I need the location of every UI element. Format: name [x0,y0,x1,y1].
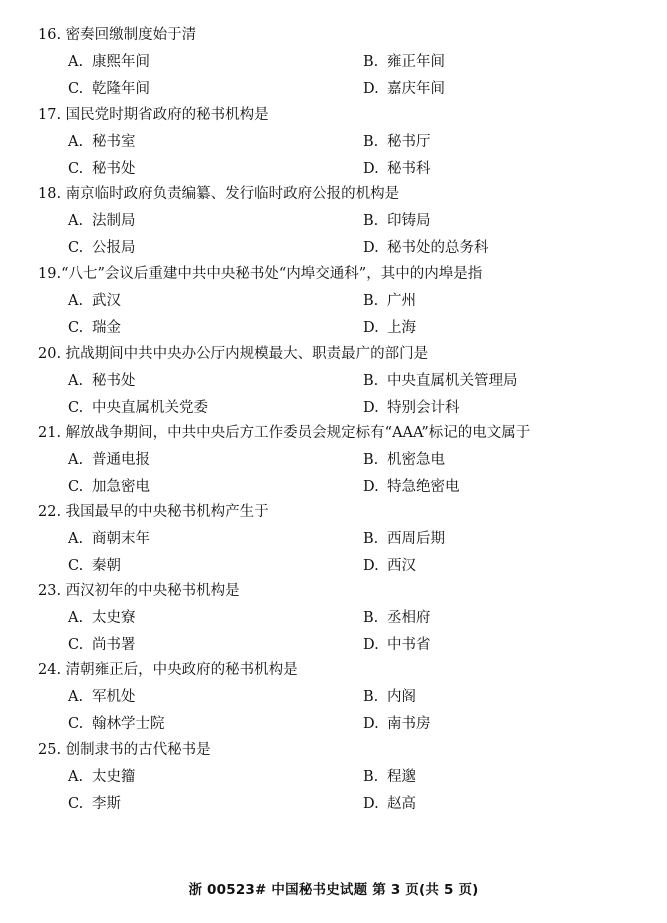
option-a [68,529,150,549]
option-letter: C. [68,161,84,177]
option-letter: D. [363,479,379,495]
option-letter: A. [68,610,84,626]
option-text: 秘书处的总务科 [387,240,489,256]
option-letter: A. [68,769,84,785]
option-text: 瑞金 [92,320,121,336]
question-number: 24. [38,662,62,678]
option-d [363,714,431,734]
option-text: 特别会计科 [387,400,460,416]
question-stem [38,581,240,601]
option-b [363,291,416,311]
option-c [68,714,165,734]
option-text: 秘书室 [92,134,136,150]
question-text: 国民党时期省政府的秘书机构是 [65,107,269,123]
option-letter: B. [363,452,379,468]
option-text: 秘书科 [387,161,431,177]
option-d [363,794,416,814]
option-letter: D. [363,558,379,574]
option-text: 程邈 [387,769,416,785]
option-letter: C. [68,400,84,416]
option-text: 秘书处 [92,373,136,389]
option-b [363,371,518,391]
option-text: 翰林学士院 [92,716,165,732]
option-d [363,159,431,179]
option-letter: D. [363,400,379,416]
question-text: “八七”会议后重建中共中央秘书处“内埠交通科”，其中的内埠是指 [61,266,483,282]
question-16 [38,25,638,105]
option-letter: C. [68,558,84,574]
question-stem [38,740,211,760]
question-stem [38,25,196,45]
question-24 [38,660,638,740]
option-text: 南书房 [387,716,431,732]
option-d [363,79,445,99]
option-letter: A. [68,134,84,150]
option-d [363,398,460,418]
question-number: 16. [38,27,62,43]
option-text: 中央直属机关党委 [92,400,208,416]
option-letter: D. [363,320,379,336]
option-letter: B. [363,769,379,785]
option-c [68,238,136,258]
question-20 [38,344,638,424]
option-letter: C. [68,479,84,495]
option-b [363,211,431,231]
option-text: 内阁 [387,689,416,705]
option-d [363,477,460,497]
question-number: 19. [38,266,62,282]
option-a [68,132,136,152]
option-letter: A. [68,689,84,705]
option-letter: D. [363,637,379,653]
option-a [68,211,136,231]
option-text: 康熙年间 [92,54,150,70]
question-text: 南京临时政府负责编纂、发行临时政府公报的机构是 [65,186,400,202]
question-stem [38,502,269,522]
option-text: 赵高 [387,796,416,812]
option-letter: C. [68,796,84,812]
option-text: 中书省 [387,637,431,653]
option-text: 法制局 [92,213,136,229]
option-letter: A. [68,531,84,547]
option-letter: D. [363,716,379,732]
option-letter: D. [363,240,379,256]
option-c [68,398,208,418]
option-text: 上海 [387,320,416,336]
option-letter: C. [68,637,84,653]
option-text: 秘书厅 [387,134,431,150]
question-stem [38,423,530,443]
option-letter: D. [363,81,379,97]
option-text: 太史籀 [92,769,136,785]
option-text: 加急密电 [92,479,150,495]
option-b [363,52,445,72]
option-letter: B. [363,689,379,705]
option-text: 广州 [387,293,416,309]
question-25 [38,740,638,820]
option-letter: A. [68,293,84,309]
option-text: 商朝末年 [92,531,150,547]
option-letter: B. [363,373,379,389]
option-letter: C. [68,240,84,256]
option-c [68,318,121,338]
option-letter: C. [68,81,84,97]
question-text: 西汉初年的中央秘书机构是 [65,583,240,599]
option-b [363,608,431,628]
option-letter: A. [68,373,84,389]
option-letter: B. [363,213,379,229]
option-text: 印铸局 [387,213,431,229]
option-text: 公报局 [92,240,136,256]
question-17 [38,105,638,185]
question-23 [38,581,638,661]
option-text: 普通电报 [92,452,150,468]
question-number: 25. [38,742,62,758]
option-letter: B. [363,293,379,309]
option-b [363,529,445,549]
option-letter: C. [68,716,84,732]
option-a [68,371,136,391]
question-stem [38,264,482,284]
question-18 [38,184,638,264]
option-a [68,450,150,470]
question-number: 17. [38,107,62,123]
option-b [363,687,416,707]
option-letter: D. [363,161,379,177]
option-text: 秘书处 [92,161,136,177]
page-footer: 浙 00523# 中国秘书史试题 第 3 页(共 5 页) [188,882,479,898]
option-letter: A. [68,452,84,468]
option-text: 秦朝 [92,558,121,574]
option-c [68,556,121,576]
option-text: 尚书署 [92,637,136,653]
option-b [363,132,431,152]
option-a [68,687,136,707]
option-a [68,608,136,628]
option-letter: A. [68,54,84,70]
question-text: 创制隶书的古代秘书是 [65,742,211,758]
option-text: 太史寮 [92,610,136,626]
option-c [68,477,150,497]
question-text: 抗战期间中共中央办公厅内规模最大、职责最广的部门是 [65,346,429,362]
option-letter: B. [363,610,379,626]
question-stem [38,184,399,204]
option-c [68,159,136,179]
option-a [68,52,150,72]
question-text: 清朝雍正后，中央政府的秘书机构是 [65,662,298,678]
option-d [363,238,489,258]
option-text: 机密急电 [387,452,445,468]
question-19 [38,264,638,344]
question-text: 密奏回缴制度始于清 [65,27,197,43]
option-text: 武汉 [92,293,121,309]
option-letter: B. [363,531,379,547]
option-text: 丞相府 [387,610,431,626]
question-text: 我国最早的中央秘书机构产生于 [65,504,269,520]
option-letter: A. [68,213,84,229]
option-text: 军机处 [92,689,136,705]
question-number: 23. [38,583,62,599]
question-number: 18. [38,186,62,202]
question-number: 22. [38,504,62,520]
option-text: 中央直属机关管理局 [387,373,518,389]
question-stem [38,105,269,125]
option-a [68,767,136,787]
option-d [363,318,416,338]
option-c [68,635,136,655]
question-21 [38,423,638,503]
option-letter: B. [363,134,379,150]
question-stem [38,344,428,364]
option-text: 雍正年间 [387,54,445,70]
option-a [68,291,121,311]
option-b [363,450,445,470]
option-letter: B. [363,54,379,70]
option-text: 李斯 [92,796,121,812]
option-text: 西汉 [387,558,416,574]
option-text: 西周后期 [387,531,445,547]
question-number: 20. [38,346,62,362]
question-text: 解放战争期间，中共中央后方工作委员会规定标有“AAA”标记的电文属于 [65,425,531,441]
option-text: 嘉庆年间 [387,81,445,97]
question-22 [38,502,638,582]
option-d [363,635,431,655]
option-c [68,794,121,814]
question-stem [38,660,298,680]
question-number: 21. [38,425,62,441]
option-b [363,767,416,787]
option-letter: C. [68,320,84,336]
option-d [363,556,416,576]
option-text: 乾隆年间 [92,81,150,97]
option-letter: D. [363,796,379,812]
option-text: 特急绝密电 [387,479,460,495]
option-c [68,79,150,99]
